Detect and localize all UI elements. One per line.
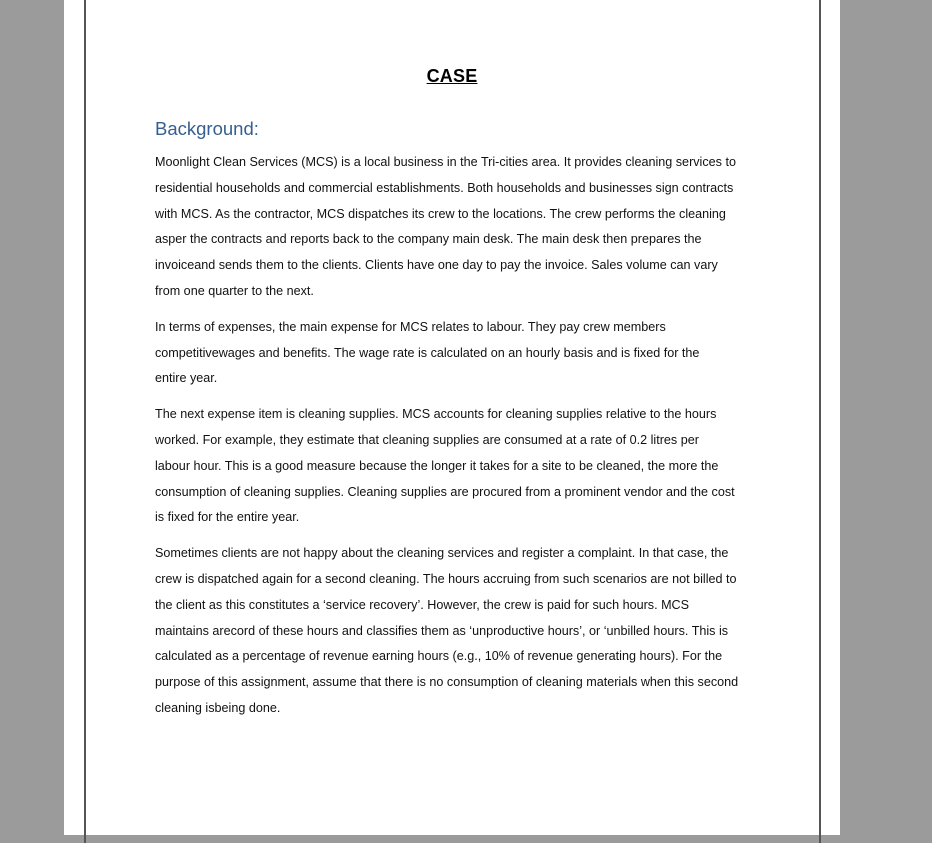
text-line: purpose of this assignment, assume that there is no consumption of cleaning materials when this second xyxy=(155,675,739,690)
text-line: with MCS. As the contractor, MCS dispatches its crew to the locations. The crew performs the cleaning xyxy=(155,206,726,221)
text-line: from one quarter to the next. xyxy=(155,283,314,298)
text-line: is fixed for the entire year. xyxy=(155,510,300,525)
text-line: calculated as a percentage of revenue earning hours (e.g., 10% of revenue generating hours). For the xyxy=(155,649,723,664)
paragraph-labour-expense xyxy=(155,315,760,392)
text-line: competitivewages and benefits. The wage rate is calculated on an hourly basis and is fixed for the xyxy=(155,345,700,360)
document-page xyxy=(64,0,840,835)
text-line: asper the contracts and reports back to the company main desk. The main desk then prepares the xyxy=(155,232,702,247)
text-line: the client as this constitutes a ‘service recovery’. However, the crew is paid for such hours. MCS xyxy=(155,597,690,612)
text-line: In terms of expenses, the main expense for MCS relates to labour. They pay crew members xyxy=(155,319,666,334)
paragraph-service-recovery xyxy=(155,541,760,722)
text-line: Sometimes clients are not happy about the cleaning services and register a complaint. In that case, the xyxy=(155,546,729,561)
text-line: invoiceand sends them to the clients. Clients have one day to pay the invoice. Sales volume can vary xyxy=(155,258,718,273)
document-title: CASE xyxy=(426,66,478,86)
text-line: maintains arecord of these hours and classifies them as ‘unproductive hours’, or ‘unbilled hours. This is xyxy=(155,623,729,638)
text-line: The next expense item is cleaning supplies. MCS accounts for cleaning supplies relative to the hours xyxy=(155,407,717,422)
paragraph-cleaning-supplies xyxy=(155,402,760,531)
document-body xyxy=(155,150,760,732)
text-line: worked. For example, they estimate that cleaning supplies are consumed at a rate of 0.2 litres per xyxy=(155,432,699,447)
text-line: labour hour. This is a good measure because the longer it takes for a site to be cleaned, the more the xyxy=(155,458,719,473)
text-line: crew is dispatched again for a second cleaning. The hours accruing from such scenarios are not billed to xyxy=(155,571,737,586)
section-heading-background: Background: xyxy=(155,118,259,139)
text-line: Moonlight Clean Services (MCS) is a local business in the Tri-cities area. It provides cleaning services to xyxy=(155,155,736,169)
text-line: residential households and commercial establishments. Both households and businesses sign contracts xyxy=(155,180,734,195)
text-line: cleaning isbeing done. xyxy=(155,700,281,715)
paragraph-business-overview xyxy=(155,150,760,305)
text-line: entire year. xyxy=(155,371,218,386)
text-line: consumption of cleaning supplies. Cleaning supplies are procured from a prominent vendor and the cost xyxy=(155,484,735,499)
